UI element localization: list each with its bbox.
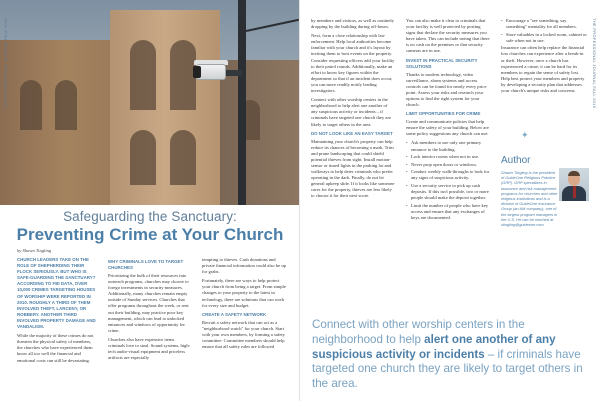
author-bio: Shawn Tingling is the president of GuideOne Religious Practice (GRP). GRP specializes in insurance and risk management programs for churches and other religious institutions and is a division of GuideOne Insurance Group (an AM company), one of the largest program managers in the U.S. He can be reached at stingling@guideone.com. xyxy=(501,170,558,228)
side-tab-right: THE PROFESSIONAL JOURNAL FALL 2015 xyxy=(592,18,597,109)
section-subhead: DO NOT LOOK LIKE AN EASY TARGET xyxy=(311,130,393,136)
photo-building-right xyxy=(220,60,300,205)
pull-quote xyxy=(312,318,592,392)
pull-quote-part-2: – if criminals have targeted one church they are likely to target others in the area. xyxy=(312,347,583,391)
hero-photo-security-camera xyxy=(0,0,300,205)
policy-list xyxy=(406,140,490,221)
body-paragraph: Maintaining your church's property can help reduce its chances of becoming a mark. Trim and prune landscaping that could shield potential thieves from sight. Install motion-sensor or timed lights in the parking lot and walkways to help deter criminals who prefer operating in the dark. Finally, do not let general upkeep slide. If it looks like someone cares for the property, thieves are less likely to choose it for their next score. xyxy=(311,138,395,199)
list-item: • Store valuables in a locked room, cabinet or safe when not in use. xyxy=(501,32,587,44)
photo-arch-window xyxy=(20,80,42,130)
body-paragraph: Prioritizing the bulk of their resources into outreach programs, churches may choose to forego investments in security measures. Additionally, many churches remain empty outside of Sunday services. Churches that offer programs throughout the week, or rent out their building, may practice poor key management, which can lead to unlocked entrances and windows of opportunity for crime. xyxy=(108,273,189,333)
lead-paragraph: CHURCH LEADERS TAKE ON THE ROLE OF SHEPHERDING THEIR FLOCK SERIOUSLY. BUT WHO IS SAFE-GUARDING THE SANCTUARY? ACCORDING TO FBI DATA, OVER 10,000 CRIMES TARGETING HOUSES OF WORSHIP WERE REPORTED IN 2010. ROUGHLY A THIRD OF THEM INVOLVED THEFT, LARCENY, OR ROBBERY. ANOTHER THIRD INVOLVED PROPERTY DAMAGE AND VANDALISM. xyxy=(17,257,96,330)
body-paragraph: While the majority of these crimes do not threaten the physical safety of members, the churches who have experienced them know all too well the financial and emotional costs can still be devastating. xyxy=(17,333,94,363)
right-page xyxy=(300,0,600,401)
body-paragraph: by members and visitors, as well as routinely dropping by the building during off-hours. xyxy=(311,18,394,30)
body-paragraph: Recruit a safety network that can act as a "neighborhood watch" for your church. Start with your own members, by forming a safety committee. Committee members should help ensure that all safety rules are followed xyxy=(202,319,285,350)
photo-arch-window xyxy=(55,80,77,130)
list-item: • Encourage a "see something, say something" mentality for all members. xyxy=(501,18,587,30)
list-item: • Use a security service to pick up cash deposits. If this isn't possible, two or more people should make the deposit together. xyxy=(406,183,490,201)
section-subhead: CREATE A SAFETY NETWORK xyxy=(202,311,267,317)
body-paragraph: Churches also have expensive items criminals love to steal. Sound systems, high-tech audio-visual equipment and priceless artifacts are especially xyxy=(108,336,191,361)
body-paragraph: Next, form a close relationship with law enforcement. Help local authorities become familiar with your church and it's layout by inviting them to host events on the property. Consider requesting officers add your facility to their patrol rounds. Additionally, make an effort to know key figures within the department so that if an incident does occur, you can more readily notify leading investigators. xyxy=(311,33,395,94)
body-paragraph: You can also make it clear to criminals that your facility is well protected by posting signs that declare the security measures you have taken. This can include noting that there is no cash on the premises or that security cameras are in use. xyxy=(406,18,490,54)
right-column-1 xyxy=(311,18,395,203)
list-item: • Limit the number of people who have key access and ensure that any exchanges of keys are documented. xyxy=(406,203,490,221)
author-box xyxy=(501,155,591,227)
article-headline xyxy=(0,209,300,245)
photo-arch-window xyxy=(130,130,156,185)
author-photo-tie xyxy=(573,186,576,198)
section-subhead: LIMIT OPPORTUNITIES FOR CRIME xyxy=(406,111,481,117)
body-paragraph: Insurance can often help replace the financial loss churches can experience after a break-in or theft. However, once a church has experienced a crime, it can be hard for its members to regain the sense of safety lost. Help best protect your members and property by developing a security plan that addresses your church's unique risks and concerns. xyxy=(501,45,585,94)
list-item: • Never prop open doors or windows. xyxy=(406,162,490,168)
pull-quote-part-1: Connect with other worship centers in the neighborhood to help xyxy=(312,318,525,346)
photo-pole xyxy=(238,0,246,205)
body-paragraph: Create and communicate policies that help ensure the safety of your building. Below are some policy suggestions any church can use: xyxy=(406,119,489,137)
photo-arch-window xyxy=(170,130,196,185)
author-photo-hair xyxy=(568,171,580,176)
list-item: • Ask members to use only one primary entrance to the building. xyxy=(406,140,490,152)
side-tab-left: THE PROFESSIONAL JOURNAL FALL 2015 xyxy=(3,18,8,109)
left-column-3 xyxy=(202,257,287,353)
author-photo xyxy=(559,168,589,201)
list-item: • Lock interior rooms when not in use. xyxy=(406,154,490,160)
author-heading: Author xyxy=(501,155,531,166)
body-paragraph: Fortunately, there are ways to help protect your church from being a target. From simple changes to your property to the latest in technology, there are solutions that can work for every size and budget. xyxy=(202,278,286,308)
photo-camera-lens xyxy=(193,66,201,78)
section-subhead: INVEST IN PRACTICAL SECURITY SOLUTIONS xyxy=(406,57,478,69)
pull-quote-emphasis: alert one another of any suspicious activity or incidents xyxy=(312,332,556,361)
body-paragraph: Connect with other worship centers in the neighborhood to help alert one another of any suspicious activity or incidents – if criminals have targeted one church they are likely to target others in the area. xyxy=(311,97,392,127)
photo-church-facade xyxy=(110,10,220,205)
body-paragraph: tempting to thieves. Cash donations and private financial information could also be up for grabs. xyxy=(202,257,286,275)
section-subhead: WHY CRIMINALS LOVE TO TARGET CHURCHES xyxy=(108,259,184,270)
end-mark-icon: ✦ xyxy=(521,130,529,140)
byline: by Shawn Tingling xyxy=(17,248,52,253)
left-column-1 xyxy=(17,257,97,367)
right-column-3 xyxy=(501,18,587,97)
headline-line-1: Safeguarding the Sanctuary: xyxy=(63,209,237,224)
right-column-2 xyxy=(406,18,490,223)
photo-arch-window xyxy=(130,40,156,110)
policy-list-continued xyxy=(501,18,587,44)
headline-line-2: Preventing Crime at Your Church xyxy=(16,225,284,244)
body-paragraph: Thanks to modern technology, video surveillance, alarm systems and access controls can be found for nearly every price point. Assess your risks and research your options to find the right system for your church. xyxy=(406,71,487,108)
left-column-2 xyxy=(108,257,192,364)
list-item: • Conduct weekly walk-throughs to look for any signs of suspicious activity. xyxy=(406,169,490,181)
